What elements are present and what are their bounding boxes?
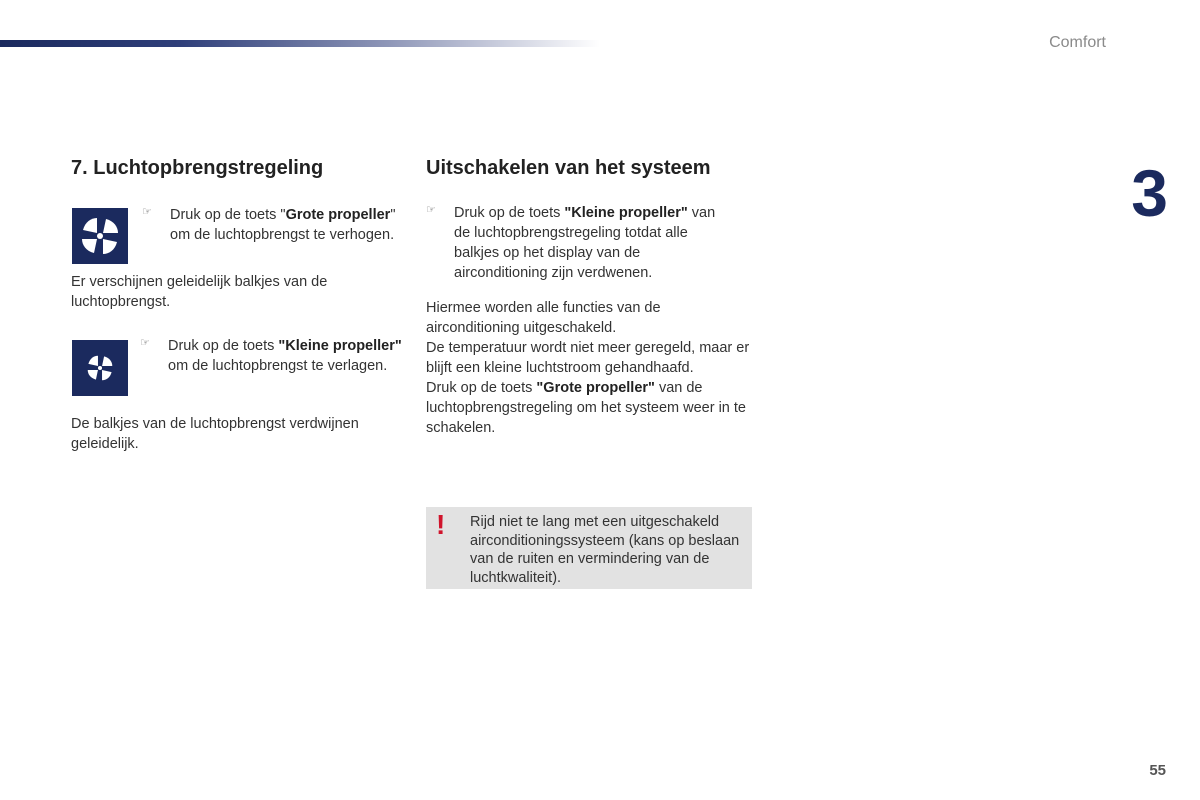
paragraph-temperature: De temperatuur wordt niet meer geregeld, maar er blijft een kleine luchtstroom gehandhaafd.: [426, 340, 750, 376]
left-text-bars-disappear: De balkjes van de luchtopbrengst verdwijnen geleidelijk.: [71, 416, 359, 452]
warning-text: Rijd niet te lang met een uitgeschakeld airconditioningssysteem (kans op beslaan van de ruiten en vermindering van de luchtkwaliteit).: [470, 514, 740, 586]
button-name: Grote propeller: [285, 207, 391, 223]
pointing-hand-icon: ☞: [142, 206, 152, 218]
left-step-increase: [142, 205, 402, 245]
right-step-switch-off: [426, 203, 726, 283]
step-text: Druk op de toets "Kleine propeller" om de luchtopbrengst te verlagen.: [168, 338, 402, 374]
header-gradient-bar: [0, 40, 600, 47]
button-name: "Grote propeller": [536, 380, 655, 396]
pointing-hand-icon: ☞: [140, 337, 150, 349]
page-number: 55: [1149, 762, 1166, 779]
button-name: "Kleine propeller": [564, 205, 688, 221]
button-name: "Kleine propeller": [278, 338, 402, 354]
left-step-decrease: [140, 336, 402, 376]
right-body-text: [426, 298, 758, 438]
pointing-hand-icon: ☞: [426, 204, 436, 216]
section-label: Comfort: [1049, 34, 1106, 51]
fan-small-icon: [72, 340, 128, 396]
step-text: Druk op de toets "Kleine propeller" van de luchtopbrengstregeling totdat alle balkjes op het display van de airconditioning zijn verdwenen.: [454, 205, 716, 281]
paragraph-switch-on: Druk op de toets "Grote propeller" van de luchtopbrengstregeling om het systeem weer in te schakelen.: [426, 380, 746, 436]
fan-large-icon: [72, 208, 128, 264]
warning-box: [426, 507, 752, 589]
left-heading: 7. Luchtopbrengstregeling: [71, 157, 324, 179]
left-text-bars-appear: Er verschijnen geleidelijk balkjes van de luchtopbrengst.: [71, 274, 328, 310]
warning-icon: !: [436, 509, 446, 540]
paragraph-functions-off: Hiermee worden alle functies van de airconditioning uitgeschakeld.: [426, 300, 661, 336]
right-heading: Uitschakelen van het systeem: [426, 157, 711, 179]
chapter-number: 3: [1131, 156, 1168, 230]
step-text: Druk op de toets "Grote propeller" om de luchtopbrengst te verhogen.: [170, 207, 396, 243]
